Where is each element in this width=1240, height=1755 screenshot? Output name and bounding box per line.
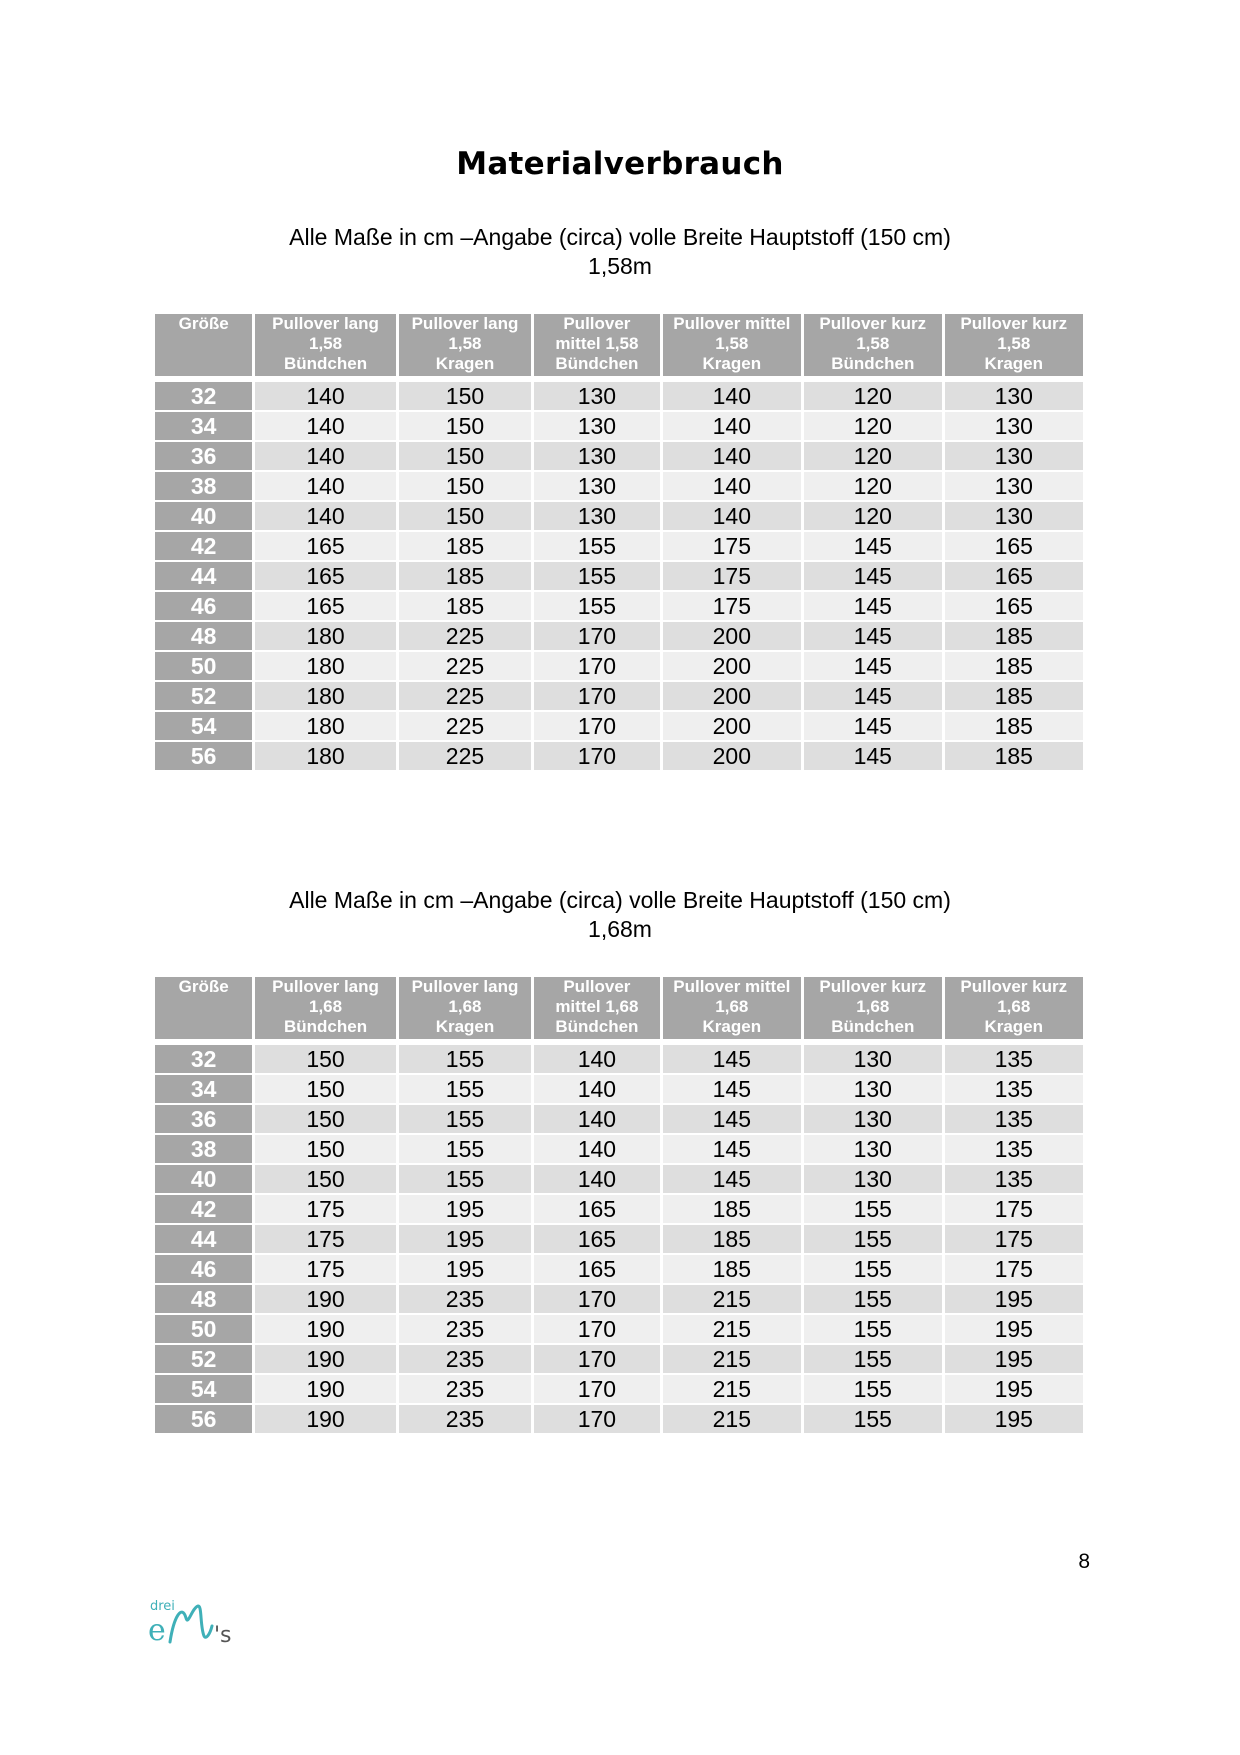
size-cell: 48 (155, 1285, 252, 1313)
value-cell: 170 (534, 1345, 659, 1373)
table-row (155, 742, 1083, 770)
value-cell: 145 (804, 652, 941, 680)
value-cell: 155 (399, 1105, 531, 1133)
header-line: Bündchen (555, 1017, 639, 1036)
value-cell: 140 (663, 442, 801, 470)
header-cell (663, 977, 801, 1039)
value-cell: 185 (663, 1255, 801, 1283)
value-cell: 200 (663, 622, 801, 650)
value-cell: 225 (399, 712, 531, 740)
table-row (155, 1255, 1083, 1283)
header-line: 1,68 (997, 997, 1031, 1016)
value-cell: 170 (534, 1405, 659, 1433)
table-row (155, 502, 1083, 530)
value-cell: 200 (663, 742, 801, 770)
value-cell: 145 (804, 712, 941, 740)
table-row (155, 652, 1083, 680)
material-table-158 (152, 312, 1086, 772)
size-cell: 46 (155, 1255, 252, 1283)
value-cell: 130 (804, 1045, 941, 1073)
value-cell: 140 (255, 502, 395, 530)
value-cell: 175 (945, 1225, 1084, 1253)
value-cell: 120 (804, 502, 941, 530)
value-cell: 215 (663, 1345, 801, 1373)
value-cell: 165 (534, 1225, 659, 1253)
header-line: 1,68 (308, 997, 343, 1016)
table-row (155, 1225, 1083, 1253)
value-cell: 145 (663, 1075, 801, 1103)
table-row (155, 592, 1083, 620)
value-cell: 140 (255, 382, 395, 410)
value-cell: 155 (804, 1195, 941, 1223)
value-cell: 135 (945, 1075, 1084, 1103)
value-cell: 200 (663, 682, 801, 710)
value-cell: 120 (804, 382, 941, 410)
value-cell: 170 (534, 652, 659, 680)
header-line: Kragen (435, 1017, 495, 1036)
value-cell: 130 (534, 412, 659, 440)
value-cell: 175 (945, 1255, 1084, 1283)
value-cell: 180 (255, 652, 395, 680)
header-line: Größe (178, 977, 229, 996)
value-cell: 150 (399, 412, 531, 440)
header-cell (945, 314, 1084, 376)
value-cell: 170 (534, 682, 659, 710)
value-cell: 130 (804, 1105, 941, 1133)
header-line: Bündchen (831, 354, 915, 373)
value-cell: 185 (399, 562, 531, 590)
value-cell: 140 (534, 1075, 659, 1103)
header-line: 1,58 (997, 334, 1031, 353)
value-cell: 195 (945, 1345, 1084, 1373)
size-cell: 38 (155, 1135, 252, 1163)
header-line: Pullover kurz (960, 977, 1068, 996)
value-cell: 200 (663, 652, 801, 680)
value-cell: 140 (255, 412, 395, 440)
header-line: Pullover mittel (673, 977, 791, 996)
value-cell: 175 (663, 592, 801, 620)
value-cell: 170 (534, 622, 659, 650)
header-line: Pullover lang (411, 314, 519, 333)
value-cell: 165 (255, 532, 395, 560)
value-cell: 185 (945, 682, 1084, 710)
table-row (155, 1405, 1083, 1433)
value-cell: 215 (663, 1285, 801, 1313)
value-cell: 215 (663, 1405, 801, 1433)
value-cell: 135 (945, 1165, 1084, 1193)
value-cell: 195 (945, 1375, 1084, 1403)
header-cell (663, 314, 801, 376)
header-cell (534, 314, 659, 376)
value-cell: 145 (663, 1135, 801, 1163)
table-row (155, 1165, 1083, 1193)
header-line: Pullover lang (272, 977, 379, 996)
size-cell: 32 (155, 1045, 252, 1073)
size-cell: 40 (155, 502, 252, 530)
value-cell: 175 (945, 1195, 1084, 1223)
value-cell: 150 (255, 1075, 395, 1103)
value-cell: 130 (534, 442, 659, 470)
table-row (155, 1075, 1083, 1103)
value-cell: 235 (399, 1315, 531, 1343)
table-1-subtitle (0, 223, 1240, 281)
header-line: Kragen (702, 1017, 762, 1036)
header-line: Pullover lang (272, 314, 379, 333)
value-cell: 190 (255, 1345, 395, 1373)
header-line: Bündchen (555, 354, 639, 373)
value-cell: 120 (804, 472, 941, 500)
value-cell: 225 (399, 742, 531, 770)
header-cell (255, 977, 395, 1039)
value-cell: 215 (663, 1375, 801, 1403)
header-line: Bündchen (283, 354, 368, 373)
value-cell: 155 (534, 532, 659, 560)
value-cell: 165 (945, 592, 1084, 620)
value-cell: 150 (255, 1045, 395, 1073)
spacer-cell (155, 378, 1083, 380)
logo-text-e: e (148, 1613, 166, 1648)
value-cell: 170 (534, 1375, 659, 1403)
size-cell: 36 (155, 1105, 252, 1133)
table-row (155, 682, 1083, 710)
table-row (155, 562, 1083, 590)
value-cell: 155 (399, 1165, 531, 1193)
header-size (155, 314, 252, 376)
value-cell: 175 (663, 532, 801, 560)
header-line: Bündchen (283, 1017, 368, 1036)
value-cell: 155 (804, 1285, 941, 1313)
value-cell: 235 (399, 1345, 531, 1373)
value-cell: 140 (663, 412, 801, 440)
value-cell: 145 (663, 1045, 801, 1073)
value-cell: 225 (399, 652, 531, 680)
table-row (155, 1045, 1083, 1073)
value-cell: 165 (945, 562, 1084, 590)
size-cell: 36 (155, 442, 252, 470)
size-cell: 52 (155, 682, 252, 710)
header-size (155, 977, 252, 1039)
value-cell: 185 (945, 712, 1084, 740)
value-cell: 145 (804, 562, 941, 590)
value-cell: 190 (255, 1405, 395, 1433)
value-cell: 155 (804, 1405, 941, 1433)
header-cell (534, 977, 659, 1039)
value-cell: 195 (399, 1195, 531, 1223)
header-row (155, 977, 1083, 1039)
value-cell: 140 (534, 1045, 659, 1073)
value-cell: 180 (255, 742, 395, 770)
table-row (155, 412, 1083, 440)
header-line: mittel 1,68 (555, 997, 639, 1016)
header-line: Größe (178, 314, 229, 333)
value-cell: 155 (399, 1045, 531, 1073)
value-cell: 175 (255, 1195, 395, 1223)
value-cell: 130 (534, 472, 659, 500)
value-cell: 145 (804, 532, 941, 560)
header-line: mittel 1,58 (555, 334, 639, 353)
value-cell: 135 (945, 1105, 1084, 1133)
value-cell: 190 (255, 1375, 395, 1403)
value-cell: 235 (399, 1375, 531, 1403)
value-cell: 150 (399, 502, 531, 530)
value-cell: 155 (804, 1315, 941, 1343)
value-cell: 215 (663, 1315, 801, 1343)
value-cell: 165 (255, 592, 395, 620)
header-cell (804, 977, 941, 1039)
value-cell: 130 (945, 472, 1084, 500)
size-cell: 46 (155, 592, 252, 620)
table-row (155, 1135, 1083, 1163)
value-cell: 170 (534, 712, 659, 740)
value-cell: 150 (399, 472, 531, 500)
value-cell: 130 (804, 1135, 941, 1163)
value-cell: 140 (663, 472, 801, 500)
value-cell: 185 (945, 742, 1084, 770)
value-cell: 180 (255, 622, 395, 650)
value-cell: 190 (255, 1285, 395, 1313)
value-cell: 140 (663, 502, 801, 530)
header-line: Kragen (435, 354, 495, 373)
table-row (155, 1285, 1083, 1313)
table-row (155, 1195, 1083, 1223)
logo-text-s: 's (214, 1623, 232, 1648)
value-cell: 225 (399, 622, 531, 650)
value-cell: 180 (255, 712, 395, 740)
value-cell: 140 (534, 1105, 659, 1133)
logo-text-small: drei (150, 1599, 175, 1614)
value-cell: 130 (804, 1165, 941, 1193)
value-cell: 145 (804, 622, 941, 650)
value-cell: 140 (534, 1165, 659, 1193)
value-cell: 195 (945, 1315, 1084, 1343)
size-cell: 42 (155, 1195, 252, 1223)
value-cell: 140 (255, 442, 395, 470)
header-line: 1,58 (856, 334, 890, 353)
value-cell: 195 (945, 1405, 1084, 1433)
header-row (155, 314, 1083, 376)
value-cell: 130 (945, 442, 1084, 470)
value-cell: 165 (255, 562, 395, 590)
size-cell: 32 (155, 382, 252, 410)
value-cell: 195 (399, 1255, 531, 1283)
value-cell: 175 (255, 1225, 395, 1253)
value-cell: 165 (534, 1195, 659, 1223)
table-row (155, 382, 1083, 410)
size-cell: 40 (155, 1165, 252, 1193)
size-cell: 44 (155, 1225, 252, 1253)
header-line: 1,58 (448, 334, 482, 353)
table-row (155, 1105, 1083, 1133)
value-cell: 150 (399, 382, 531, 410)
value-cell: 155 (534, 562, 659, 590)
value-cell: 130 (945, 502, 1084, 530)
value-cell: 150 (399, 442, 531, 470)
header-line: 1,58 (308, 334, 343, 353)
header-spacer (155, 1041, 1083, 1043)
value-cell: 235 (399, 1285, 531, 1313)
table-row (155, 622, 1083, 650)
value-cell: 190 (255, 1315, 395, 1343)
subtitle-line-2: 1,68m (588, 916, 652, 942)
logo-icon (148, 1596, 244, 1652)
page-number: 8 (1078, 1550, 1090, 1573)
value-cell: 140 (534, 1135, 659, 1163)
value-cell: 140 (663, 382, 801, 410)
table-row (155, 1375, 1083, 1403)
table-2-subtitle (0, 886, 1240, 944)
header-line: Kragen (984, 354, 1044, 373)
header-line: 1,68 (715, 997, 749, 1016)
value-cell: 175 (255, 1255, 395, 1283)
spacer-cell (155, 1041, 1083, 1043)
header-line: 1,68 (856, 997, 890, 1016)
value-cell: 175 (663, 562, 801, 590)
size-cell: 34 (155, 1075, 252, 1103)
value-cell: 140 (255, 472, 395, 500)
value-cell: 150 (255, 1165, 395, 1193)
material-table-168 (152, 975, 1086, 1435)
subtitle-line-1: Alle Maße in cm –Angabe (circa) volle Breite Hauptstoff (150 cm) (289, 224, 951, 250)
value-cell: 155 (534, 592, 659, 620)
value-cell: 195 (399, 1225, 531, 1253)
value-cell: 170 (534, 1315, 659, 1343)
value-cell: 155 (399, 1135, 531, 1163)
size-cell: 50 (155, 1315, 252, 1343)
size-cell: 56 (155, 742, 252, 770)
size-cell: 54 (155, 1375, 252, 1403)
size-cell: 44 (155, 562, 252, 590)
header-line: Pullover mittel (673, 314, 791, 333)
header-spacer (155, 378, 1083, 380)
value-cell: 180 (255, 682, 395, 710)
header-line: Pullover (563, 314, 631, 333)
value-cell: 185 (945, 652, 1084, 680)
value-cell: 155 (399, 1075, 531, 1103)
value-cell: 130 (945, 382, 1084, 410)
value-cell: 170 (534, 1285, 659, 1313)
header-line: Kragen (984, 1017, 1044, 1036)
value-cell: 165 (945, 532, 1084, 560)
value-cell: 170 (534, 742, 659, 770)
size-cell: 38 (155, 472, 252, 500)
subtitle-line-1: Alle Maße in cm –Angabe (circa) volle Breite Hauptstoff (150 cm) (289, 887, 951, 913)
value-cell: 195 (945, 1285, 1084, 1313)
value-cell: 185 (399, 532, 531, 560)
value-cell: 165 (534, 1255, 659, 1283)
header-cell (399, 977, 531, 1039)
value-cell: 130 (945, 412, 1084, 440)
value-cell: 120 (804, 412, 941, 440)
header-line: Pullover kurz (960, 314, 1068, 333)
value-cell: 130 (804, 1075, 941, 1103)
value-cell: 145 (663, 1105, 801, 1133)
table-row (155, 442, 1083, 470)
value-cell: 225 (399, 682, 531, 710)
header-line: Pullover kurz (819, 977, 927, 996)
size-cell: 42 (155, 532, 252, 560)
header-cell (399, 314, 531, 376)
value-cell: 185 (945, 622, 1084, 650)
header-line: Kragen (702, 354, 762, 373)
value-cell: 130 (534, 382, 659, 410)
value-cell: 145 (663, 1165, 801, 1193)
value-cell: 185 (399, 592, 531, 620)
value-cell: 155 (804, 1345, 941, 1373)
table-row (155, 1345, 1083, 1373)
value-cell: 155 (804, 1225, 941, 1253)
header-line: Pullover kurz (819, 314, 927, 333)
value-cell: 185 (663, 1195, 801, 1223)
header-line: Bündchen (831, 1017, 915, 1036)
table-row (155, 1315, 1083, 1343)
value-cell: 145 (804, 742, 941, 770)
size-cell: 48 (155, 622, 252, 650)
value-cell: 145 (804, 682, 941, 710)
header-line: 1,58 (715, 334, 749, 353)
logo-m-stroke (170, 1606, 212, 1642)
value-cell: 150 (255, 1135, 395, 1163)
value-cell: 155 (804, 1255, 941, 1283)
size-cell: 52 (155, 1345, 252, 1373)
value-cell: 120 (804, 442, 941, 470)
value-cell: 135 (945, 1135, 1084, 1163)
table-row (155, 472, 1083, 500)
size-cell: 34 (155, 412, 252, 440)
value-cell: 135 (945, 1045, 1084, 1073)
header-line: Pullover lang (411, 977, 519, 996)
header-line: 1,68 (448, 997, 482, 1016)
table-row (155, 532, 1083, 560)
value-cell: 155 (804, 1375, 941, 1403)
value-cell: 145 (804, 592, 941, 620)
value-cell: 235 (399, 1405, 531, 1433)
header-cell (255, 314, 395, 376)
size-cell: 50 (155, 652, 252, 680)
size-cell: 56 (155, 1405, 252, 1433)
value-cell: 200 (663, 712, 801, 740)
size-cell: 54 (155, 712, 252, 740)
value-cell: 130 (534, 502, 659, 530)
header-line: Pullover (563, 977, 631, 996)
page-title: Materialverbrauch (456, 146, 784, 182)
header-cell (945, 977, 1084, 1039)
subtitle-line-2: 1,58m (588, 253, 652, 279)
header-cell (804, 314, 941, 376)
table-row (155, 712, 1083, 740)
drei-ems-logo (148, 1596, 244, 1652)
value-cell: 185 (663, 1225, 801, 1253)
value-cell: 150 (255, 1105, 395, 1133)
